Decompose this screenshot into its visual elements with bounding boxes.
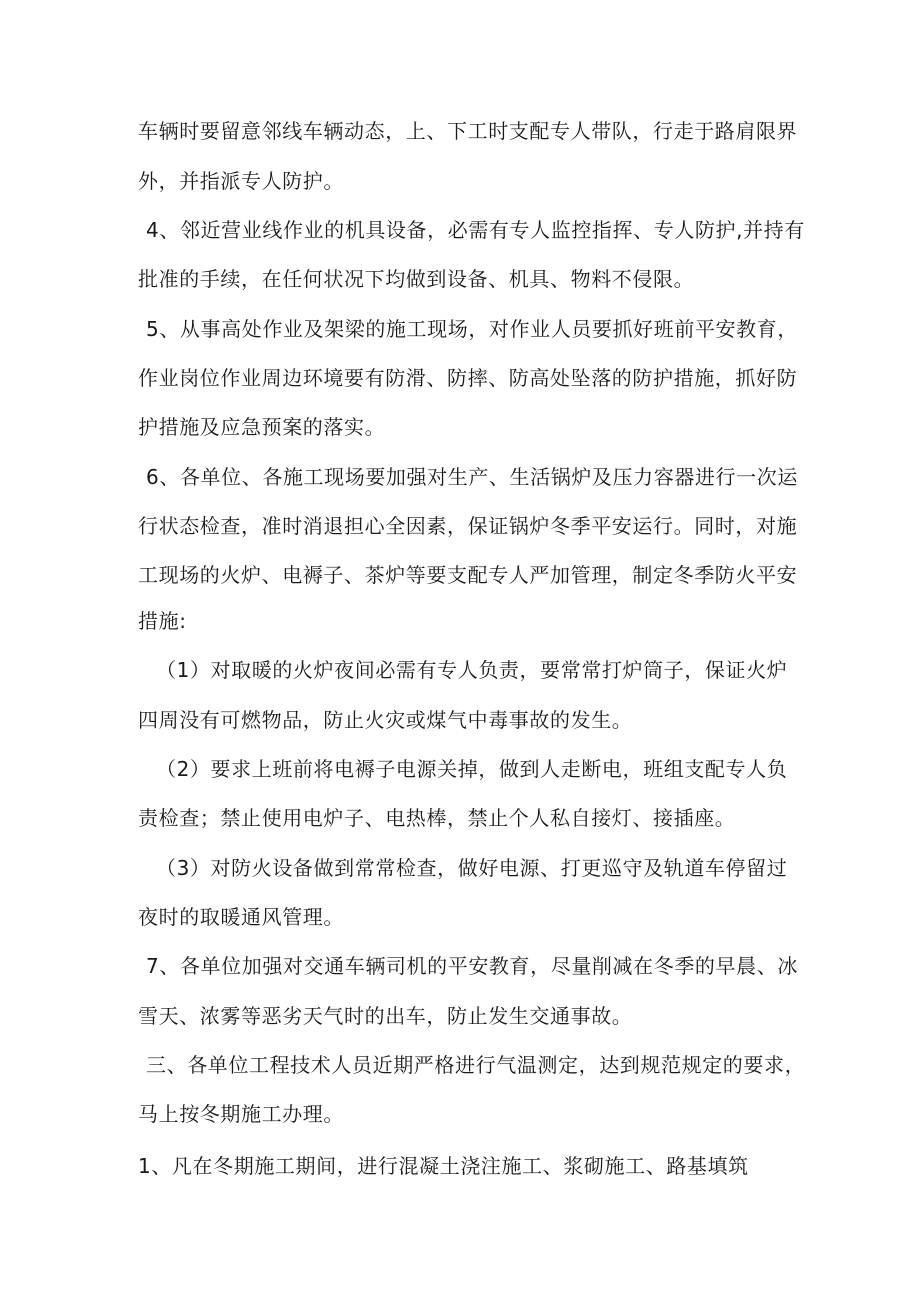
text-line: （3）对防火设备做到常常检查，做好电源、打更巡守及轨道车停留过 — [156, 856, 788, 880]
text-line: 作业岗位作业周边环境要有防滑、防摔、防高处坠落的防护措施，抓好防 — [138, 366, 798, 390]
text-line: 6、各单位、各施工现场要加强对生产、生活锅炉及压力容器进行一次运 — [146, 465, 798, 489]
text-line: 责检查；禁止使用电炉子、电热棒，禁止个人私自接灯、接插座。 — [138, 806, 736, 830]
text-line: 雪天、浓雾等恶劣天气时的出车，防止发生交通事故。 — [138, 1004, 633, 1028]
text-line: 措施: — [138, 609, 187, 633]
text-line: 护措施及应急预案的落实。 — [138, 415, 386, 439]
text-line: 夜时的取暖通风管理。 — [138, 905, 344, 929]
text-line: 批准的手续，在任何状况下均做到设备、机具、物料不侵限。 — [138, 267, 695, 291]
text-line: （1）对取暖的火炉夜间必需有专人负责，要常常打炉筒子，保证火炉 — [156, 658, 788, 682]
text-line: 三、各单位工程技术人员近期严格进行气温测定，达到规范规定的要求， — [146, 1053, 806, 1077]
text-line: 四周没有可燃物品，防止火灾或煤气中毒事故的发生。 — [138, 708, 633, 732]
text-line: 4、邻近营业线作业的机具设备，必需有专人监控指挥、专人防护,并持有 — [146, 218, 805, 242]
text-line: 1、凡在冬期施工期间，进行混凝土浇注施工、浆砌施工、路基填筑 — [138, 1154, 749, 1178]
text-line: 工现场的火炉、电褥子、茶炉等要支配专人严加管理，制定冬季防火平安 — [138, 563, 798, 587]
text-line: 外，并指派专人防护。 — [138, 169, 344, 193]
text-line: 5、从事高处作业及架梁的施工现场，对作业人员要抓好班前平安教育， — [146, 317, 798, 341]
text-line: （2）要求上班前将电褥子电源关掉，做到人走断电，班组支配专人负 — [156, 757, 788, 781]
text-line: 车辆时要留意邻线车辆动态，上、下工时支配专人带队，行走于路肩限界 — [138, 119, 798, 143]
text-line: 马上按冬期施工办理。 — [138, 1102, 344, 1126]
text-line: 行状态检查，准时消退担心全因素，保证锅炉冬季平安运行。同时，对施 — [138, 514, 798, 538]
text-line: 7、各单位加强对交通车辆司机的平安教育，尽量削减在冬季的早晨、冰 — [146, 954, 798, 978]
